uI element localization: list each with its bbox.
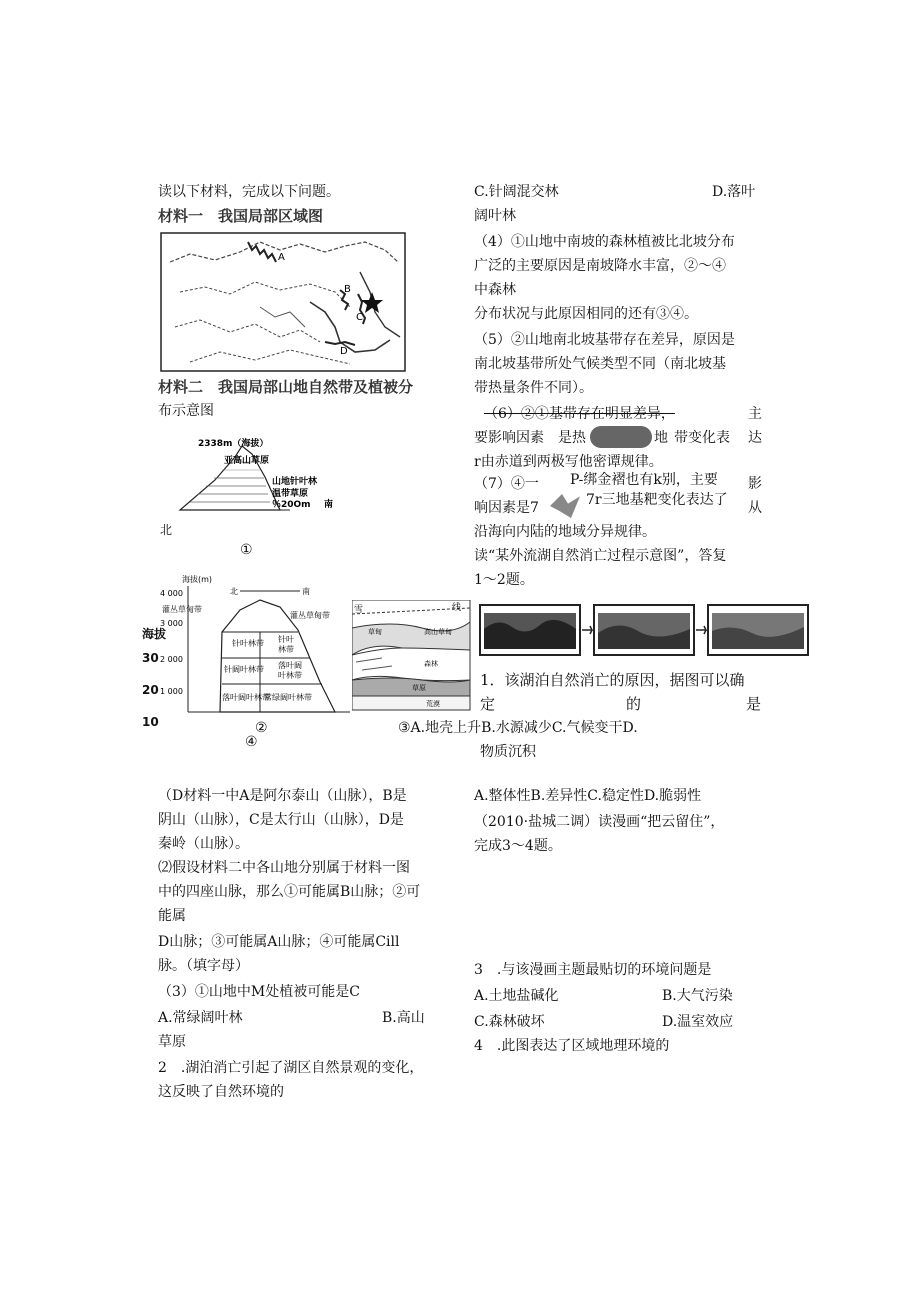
zone-right-conifer-a: 针叶 [278,635,294,644]
diagram3-zone-meadow: 草甸 [368,628,382,636]
q4-line4: 分布状况与此原因相同的还有③④。 [474,306,698,322]
q6-line2c: 地 [654,430,668,446]
read-line1: 读“某外流湖自然消亡过程示意图”，答复 [474,548,727,564]
zone-right-evergreen: 常绿阔叶林带 [264,693,312,702]
q5-line2: 南北坡基带所处气候类型不同（南北坡基 [474,356,726,372]
p2-line1: 2 .湖泊消亡引起了湖区自然景观的变化， [158,1060,424,1076]
zone-left-mixed: 针阔叶林带 [224,665,264,674]
diagram3-zone-steppe: 草原 [412,684,426,692]
q6-line2b: 是热 [558,430,586,446]
material2-title-cont: 布示意图 [158,403,214,419]
q7-line2b: 7r三地基粑变化表达了 [586,492,728,508]
q6-right1: 主 [748,406,762,422]
map-label-c: C [356,312,363,323]
diagram2-tick-4000: 4 000 [160,589,183,598]
diagram3-snow: 雪 [354,605,364,615]
diagram1-base: ％20Om [272,500,311,510]
q3-line: （3）①山地中M处植被可能是C [158,984,360,1000]
diagram2-tick-3000: 3 000 [160,619,183,628]
q4-line1: （4）①山地中南坡的森林植被比北坡分布 [474,234,735,250]
zone-right-shrub: 灌丛草甸带 [290,611,330,620]
mountain-diagram-1 [160,432,350,512]
q3-option-a: A.常绿阔叶林 [158,1010,243,1026]
p1-line2c: 是 [746,695,762,713]
diagram1-elevation: 2338m（海拔） [198,439,269,449]
p4-line: 4 .此图表达了区域地理环境的 [474,1038,670,1054]
q2-line3: 能属 [158,908,186,924]
option-d: D.落叶 [712,184,756,200]
diagram4-axis-label-cut: 海拔 [142,627,167,641]
p3-option-d: D.温室效应 [662,1014,734,1030]
diagram1-north: 北 [160,523,173,537]
zone-right-deciduous-a: 落叶阔 [278,661,302,670]
p3-option-b: B.大气污染 [662,988,733,1004]
q2-line4: D山脉；③可能属A山脉；④可能属Cill [158,934,400,950]
cartoon-fragment-1 [590,426,652,448]
map-label-b: B [344,284,351,295]
q7-right1: 影 [748,476,762,492]
q7-line1b: P-绑金褶也有k别，主要 [570,472,718,488]
q6-line1-text: （6）②①基带存在明显差异， [484,406,675,422]
diagram1-zone1: 亚高山草原 [224,456,270,466]
q7-line3: 沿海向内陆的地域分异规律。 [474,524,656,540]
p2-options: A.整体性B.差异性C.稳定性D.脆弱性 [474,788,702,804]
p1-options: ③A.地壳上升B.水源减少C.气候变干D. [398,720,638,736]
q1-line2: 阴山（山脉），C是太行山（山脉），D是 [158,812,404,828]
map-label-a: A [278,252,285,263]
cartoon-fragment-2 [550,494,580,518]
q7-line1a: （7）④一 [474,476,539,492]
q2-line2: 中的四座山脉，那么①可能属B山脉；②可 [158,884,421,900]
diagram3-zone-alpine: 高山草甸 [424,628,452,636]
q7-line2a: 响因素是7 [474,500,539,516]
diagram1-zone3: 温带草原 [272,489,309,499]
diagram2-ylabel: 海拔(m) [182,575,213,584]
q6-line1 [484,404,675,424]
p1-line2b: 的 [626,695,642,713]
region-map [160,232,406,372]
p1-line1: 1．该湖泊自然消亡的原因，据图可以确 [480,671,745,689]
material1-title: 材料一 我国局部区域图 [158,207,324,225]
diagram4-caption: ④ [245,734,258,750]
option-c: C.针阔混交林 [474,184,559,200]
diagram2-tick-2000: 2 000 [160,655,183,664]
p3-option-a: A.土地盐碱化 [474,988,559,1004]
q2-line5: 脉。（填字母） [158,958,249,974]
q1-line3: 秦岭（山脉）。 [158,836,249,852]
intro-text: 读以下材料，完成以下问题。 [158,184,340,200]
p3-option-c: C.森林破坏 [474,1014,545,1030]
mountain-diagram-3 [352,600,472,712]
q4-line2: 广泛的主要原因是南坡降水丰富，②～④ [474,258,726,274]
cartoon-intro-line1: （2010·盐城二调）读漫画“把云留住”， [474,814,725,830]
q3-option-b: B.高山 [382,1010,425,1026]
diagram1-zone2: 山地针叶林 [272,477,318,487]
map-label-d: D [340,346,348,357]
q6-line2d: 带变化表 [674,430,730,446]
diagram2-south: 南 [302,587,310,596]
q6-line3: r由赤道到两极写他密谭规律。 [474,454,663,470]
material2-title: 材料二 我国局部山地自然带及植被分 [158,378,414,396]
read-line2: 1～2题。 [474,572,534,588]
zone-left-shrub: 灌丛草甸带 [162,605,202,614]
p1-line2a: 定 [480,695,496,713]
p2-line2: 这反映了自然环境的 [158,1084,284,1100]
p3-line: 3 .与该漫画主题最贴切的环境问题是 [474,962,712,978]
diagram3-zone-desert: 荒漠 [426,700,440,708]
cartoon-intro-line2: 完成3～4题。 [474,838,562,854]
q5-line1: （5）②山地南北坡基带存在差异，原因是 [474,332,735,348]
diagram3-zone-forest: 森林 [424,660,438,668]
diagram3-line: 线 [452,603,462,613]
diagram1-caption: ① [240,542,253,558]
q3-option-b-cont: 草原 [158,1034,186,1050]
zone-left-deciduous: 落叶阔叶林带 [222,693,270,702]
zone-right-deciduous-b: 叶林带 [278,671,302,680]
lake-process-diagram [478,603,818,658]
diagram1-south: 南 [324,500,334,510]
diagram2-caption: ② [255,720,268,736]
q4-line3: 中森林 [474,282,516,298]
q5-line3: 带热量条件不同）。 [474,380,593,396]
option-d-cont: 阔叶林 [474,208,516,224]
diagram2-tick-1000: 1 000 [160,687,183,696]
q6-right2: 达 [748,430,762,446]
q6-line2a: 要影响因素 [474,430,544,446]
zone-left-conifer: 针叶林带 [232,639,264,648]
diagram4-tick-cut-2: 20 [142,683,159,697]
diagram4-tick-cut-3: 10 [142,715,159,729]
diagram2-north: 北 [230,587,238,596]
mountain-diagram-2 [160,572,350,717]
p1-options-cont: 物质沉积 [480,744,536,760]
zone-right-conifer-b: 林带 [278,645,294,654]
q7-right2: 从 [748,500,762,516]
q2-line1: ⑵假设材料二中各山地分别属于材料一图 [158,860,410,876]
q1-line1: （D材料一中A是阿尔泰山（山脉），B是 [158,788,407,804]
diagram4-tick-cut-1: 30 [142,651,159,665]
